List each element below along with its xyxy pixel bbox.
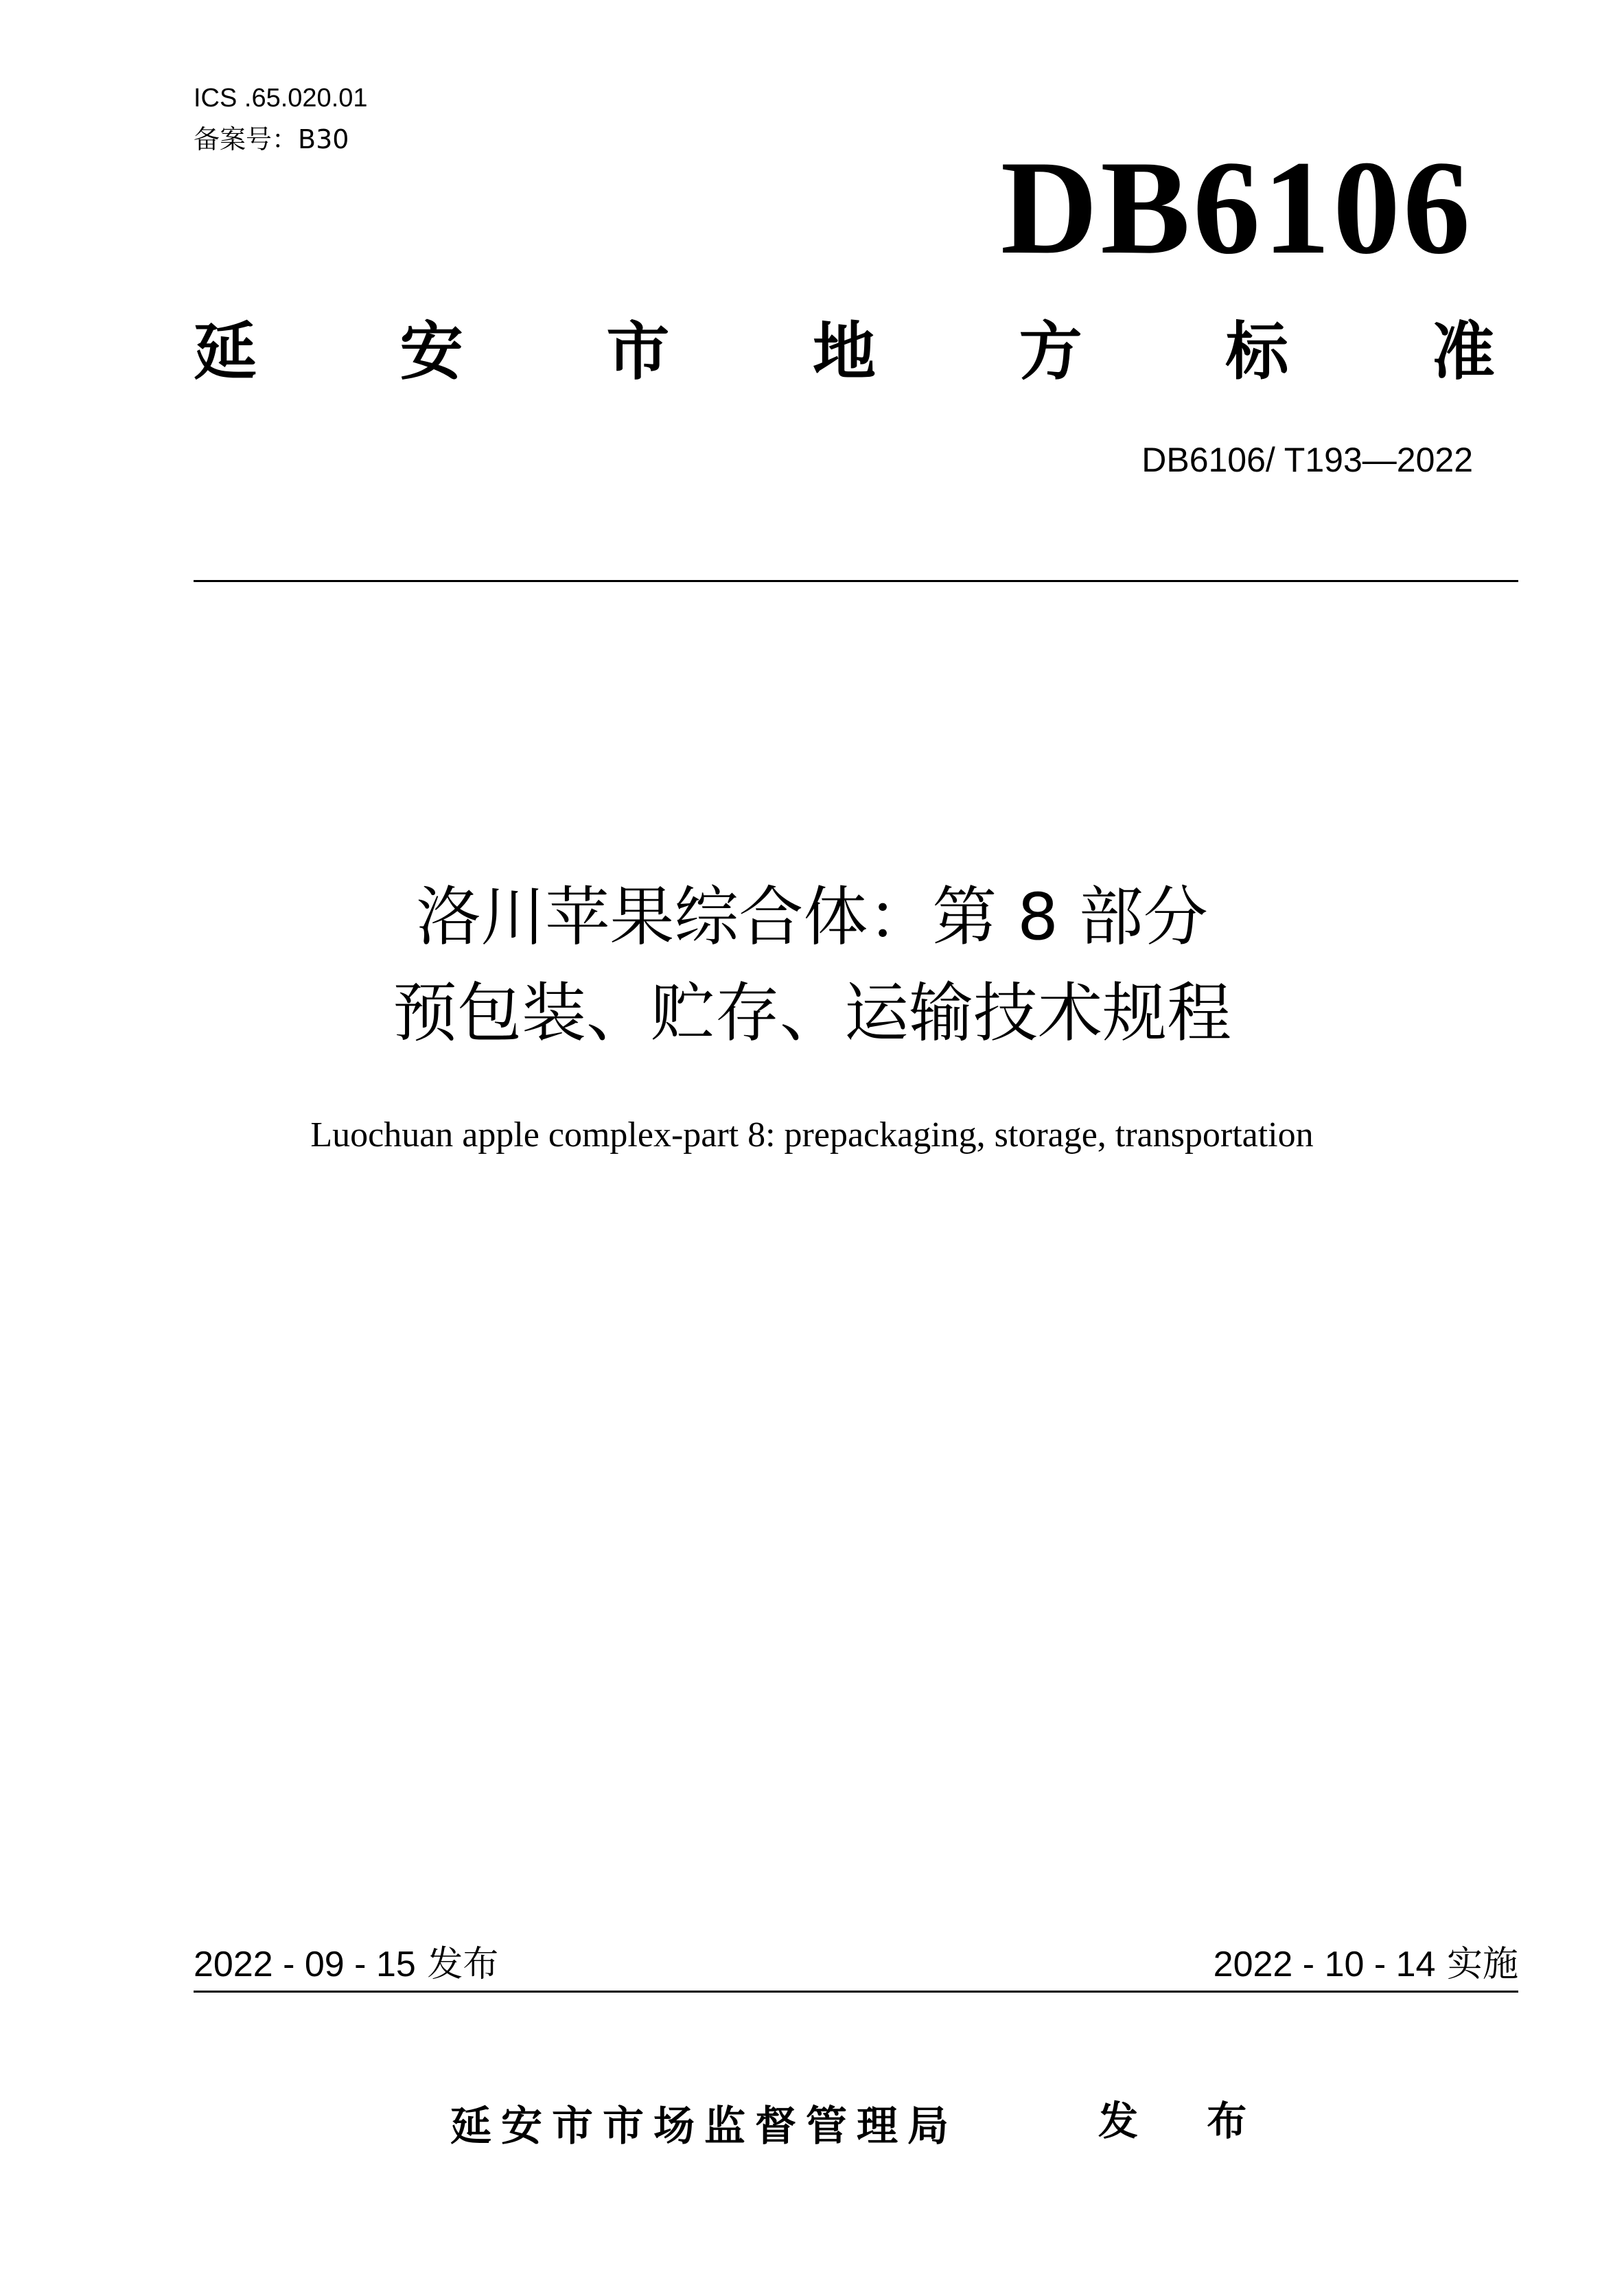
effective-date-label: 实施 xyxy=(1446,1944,1518,1985)
issue-label: 发 布 xyxy=(1098,2098,1275,2144)
english-title: Luochuan apple complex-part 8: prepackaging, storage, transportation xyxy=(310,1115,1314,1155)
effective-date xyxy=(1214,1943,1518,1986)
effective-date-value: 2022 - 10 - 14 xyxy=(1213,1945,1436,1984)
footer-divider xyxy=(194,1991,1518,1993)
standard-type-char: 准 xyxy=(1431,315,1495,389)
publish-date-label: 发布 xyxy=(427,1944,499,1985)
standard-type xyxy=(194,314,1495,390)
publish-date-value: 2022 - 09 - 15 xyxy=(194,1945,416,1984)
title-line-2: 预包装、贮存、运输技术规程 xyxy=(392,976,1231,1051)
title-line-1: 洛川苹果综合体：第 8 部分 xyxy=(416,880,1208,955)
header-divider xyxy=(194,580,1518,582)
standard-type-char: 地 xyxy=(812,315,876,389)
issuing-authority: 延安市市场监督管理局 xyxy=(450,2102,958,2150)
standard-number: DB6106/ T193—2022 xyxy=(1141,441,1473,479)
publish-date xyxy=(194,1943,498,1986)
standard-type-char: 安 xyxy=(399,315,463,389)
record-number: 备案号：B30 xyxy=(194,124,349,154)
db-code: DB6106 xyxy=(1000,133,1473,282)
standard-type-char: 延 xyxy=(194,315,257,389)
standard-type-char: 市 xyxy=(606,315,670,389)
ics-code: ICS .65.020.01 xyxy=(194,84,368,113)
standard-type-char: 标 xyxy=(1225,315,1289,389)
standard-type-char: 方 xyxy=(1019,315,1082,389)
